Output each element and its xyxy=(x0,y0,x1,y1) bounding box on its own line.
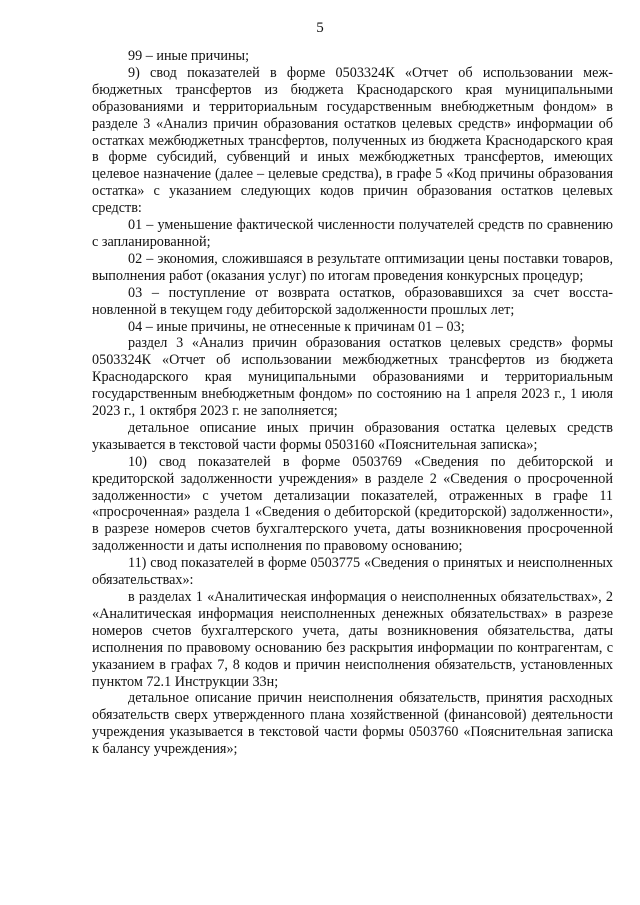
paragraph: 99 – иные причины; xyxy=(128,48,250,64)
paragraph: детальное описание иных причин образования остатка целевых средств указывается в текстовой части формы 0503160 «Пояснительная записка»; xyxy=(92,419,613,453)
paragraph: 10) свод показателей в форме 0503769 «Сведения по дебиторской и кредиторской задолженности учреждения» в разделе 2 «Сведения о просроченной задолженности» с учетом детализации показателей, отраженных в графе 11 «просроченная» раздела 1 «Сведения о дебиторской (кредиторской) задолженности», в разрезе номеров счетов бухгалтерского учета, даты возникновения просроченной задолженности и даты исполнения по правовому основанию; xyxy=(92,453,613,555)
paragraph: детальное описание причин неисполнения обязательств, принятия расходных обязательств сверх утвержденного плана хозяйственной (финансовой) деятельности учреждения указывается в текстовой части формы 0503760 «Пояснительная записка к балансу учреждения»; xyxy=(92,690,613,758)
paragraph: 03 – поступление от возврата остатков, образовавшихся за счет восстановленной в текущем году дебиторской задолженности прошлых лет; xyxy=(92,284,613,318)
paragraph: в разделах 1 «Аналитическая информация о неисполненных обязательствах», 2 «Аналитическая информация неисполненных денежных обязательствах» в разрезе номеров счетов бухгалтерского учета, даты возникновения обязательства, даты исполнения по правовому основанию без раскрытия информации по контрагентам, с указанием в графах 7, 8 кодов и причин неисполнения обязательств, установленных пунктом 72.1 Инструкции 33н; xyxy=(92,589,613,690)
body-text xyxy=(92,48,613,758)
paragraph: раздел 3 «Анализ причин образования остатков целевых средств» формы 0503324К «Отчет об использовании межбюджетных трансфертов из бюджета Краснодарского края муниципальными образованиями и территориальным государственным внебюджетным фондом» по состоянию на 1 апреля 2023 г., 1 июля 2023 г., 1 октября 2023 г. не заполняется; xyxy=(92,335,613,420)
paragraph: 9) свод показателей в форме 0503324К «Отчет об использовании межбюджетных трансфертов из бюджета Краснодарского края муниципальными образованиями и территориальным государственным внебюджетным фондом» в разделе 3 «Анализ причин образования остатков целевых средств» информации об остатках межбюджетных трансфертов, полученных из бюджета Краснодарского края в форме субсидий, субвенций и иных межбюджетных трансфертов, имеющих целевое назначение (далее – целевые средства), в графе 5 «Код причины образования остатка» с указанием следующих кодов причин образования остатков целевых средств: xyxy=(92,64,613,217)
paragraph: 11) свод показателей в форме 0503775 «Сведения о принятых и неисполненных обязательствах»: xyxy=(92,555,613,589)
paragraph: 01 – уменьшение фактической численности получателей средств по сравнению с запланированной; xyxy=(92,217,613,250)
paragraph: 02 – экономия, сложившаяся в результате оптимизации цены поставки товаров, выполнения работ (оказания услуг) по итогам проведения конкурсных процедур; xyxy=(92,250,613,284)
paragraph: 04 – иные причины, не отнесенные к причинам 01 – 03; xyxy=(128,318,465,335)
page-number: 5 xyxy=(316,20,324,36)
